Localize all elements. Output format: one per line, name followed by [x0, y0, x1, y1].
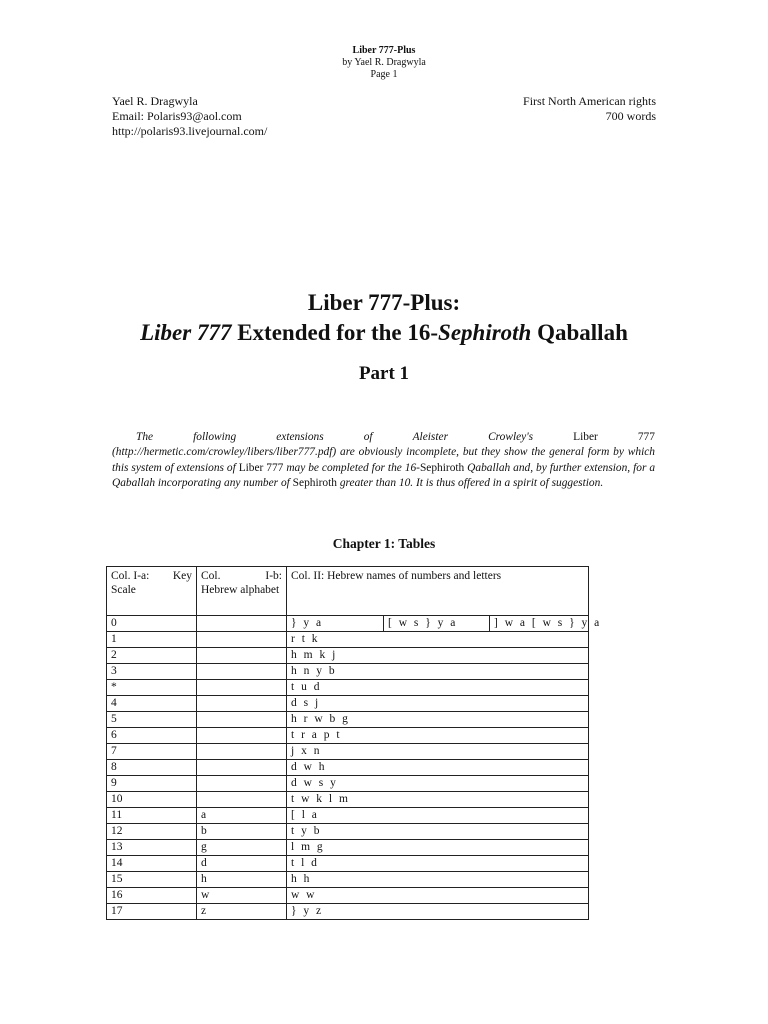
cell-hebrew	[197, 760, 287, 776]
cell-key: 13	[107, 840, 197, 856]
intro-word: The	[136, 431, 154, 443]
cell-key: 9	[107, 776, 197, 792]
cell-name: d w h	[287, 760, 589, 776]
intro-sephiroth: Sephiroth	[419, 461, 465, 474]
cell-hebrew	[197, 680, 287, 696]
intro-word: Liber	[573, 431, 598, 443]
cell-name: l m g	[287, 840, 589, 856]
cell-hebrew: z	[197, 904, 287, 920]
header-text: Col. I-a:	[111, 570, 150, 582]
cell-name: h m k j	[287, 648, 589, 664]
cell-key: 11	[107, 808, 197, 824]
header-text: Scale	[111, 584, 136, 596]
intro-word: extensions	[276, 431, 324, 443]
cell-hebrew	[197, 792, 287, 808]
cell-name: w w	[287, 888, 589, 904]
col-header-hebrew-alphabet	[197, 567, 287, 616]
table-row	[107, 680, 589, 696]
header-byline: by Yael R. Dragwyla	[342, 57, 426, 68]
author-name: Yael R. Dragwyla	[112, 94, 198, 108]
cell-key: 4	[107, 696, 197, 712]
table-row	[107, 728, 589, 744]
header-text: I-b:	[265, 570, 282, 582]
author-email: Email: Polaris93@aol.com	[112, 109, 242, 123]
cell-key: 14	[107, 856, 197, 872]
key-scale-table	[106, 566, 602, 920]
cell-hebrew	[197, 664, 287, 680]
intro-first-line	[112, 430, 655, 445]
header-text: Col.	[201, 570, 221, 582]
table-row	[107, 872, 589, 888]
header-text: Hebrew alphabet	[201, 584, 280, 596]
intro-word: of	[363, 431, 373, 443]
author-block	[112, 94, 267, 139]
col-header-hebrew-line	[201, 569, 282, 583]
cell-key: 16	[107, 888, 197, 904]
cell-key: 3	[107, 664, 197, 680]
intro-word: Aleister	[412, 431, 449, 443]
header-title: Liber 777-Plus	[352, 45, 416, 56]
part-heading: Part 1	[358, 363, 410, 384]
cell-name: h n y b	[287, 664, 589, 680]
intro-liber-ref: Liber 777	[238, 461, 284, 474]
cell-key: 2	[107, 648, 197, 664]
cell-name: d s j	[287, 696, 589, 712]
cell-key: 10	[107, 792, 197, 808]
table-row	[107, 712, 589, 728]
cell-key: 1	[107, 632, 197, 648]
header-page-number: Page 1	[370, 69, 398, 80]
intro-text: greater than 10. It is thus offered in a spirit of suggestion.	[336, 476, 604, 489]
table-row	[107, 888, 589, 904]
table-row	[107, 904, 589, 920]
title-text: Extended for the 16-	[231, 320, 439, 345]
title-text-end: Qaballah	[531, 320, 628, 345]
cell-hebrew: b	[197, 824, 287, 840]
cell-name: d w s y	[287, 776, 589, 792]
cell-name: t u d	[287, 680, 589, 696]
cell-hebrew	[197, 648, 287, 664]
cell-key: 5	[107, 712, 197, 728]
table-row	[107, 760, 589, 776]
word-count: 700 words	[605, 109, 656, 123]
cell-hebrew	[197, 632, 287, 648]
intro-sephiroth: Sephiroth	[292, 476, 337, 489]
cell-hebrew	[197, 696, 287, 712]
table-row	[107, 856, 589, 872]
cell-key: 15	[107, 872, 197, 888]
table-row	[107, 696, 589, 712]
cell-name: } y z	[287, 904, 589, 920]
table-row	[107, 664, 589, 680]
cell-name: r t k	[287, 632, 589, 648]
col-header-key-scale	[107, 567, 197, 616]
cell-name: [ l a	[287, 808, 589, 824]
cell-hebrew	[197, 728, 287, 744]
cell-key: *	[107, 680, 197, 696]
cell-hebrew: d	[197, 856, 287, 872]
intro-text: may be completed for the 16-	[283, 461, 420, 474]
table-header-row	[107, 567, 589, 616]
cell-hebrew	[197, 712, 287, 728]
title-sephiroth-italic: Sephiroth	[438, 320, 532, 345]
cell-hebrew: a	[197, 808, 287, 824]
cell-key: 8	[107, 760, 197, 776]
cell-key: 12	[107, 824, 197, 840]
cell-name: t y b	[287, 824, 589, 840]
cell-key: 17	[107, 904, 197, 920]
cell-name-extra: ] w a [ w s } y a	[490, 616, 589, 632]
rights-line: First North American rights	[523, 94, 656, 108]
title-liber-italic: Liber 777	[140, 320, 232, 345]
cell-name: t w k l m	[287, 792, 589, 808]
author-website: http://polaris93.livejournal.com/	[112, 124, 268, 138]
cell-name: t l d	[287, 856, 589, 872]
title-line-2	[0, 318, 768, 348]
page-title	[0, 288, 768, 348]
table-row	[107, 808, 589, 824]
intro-word: following	[193, 431, 237, 443]
cell-hebrew	[197, 744, 287, 760]
table-row	[107, 776, 589, 792]
table-row	[107, 792, 589, 808]
cell-hebrew: w	[197, 888, 287, 904]
intro-body	[112, 445, 655, 491]
cell-name: t r a p t	[287, 728, 589, 744]
intro-paragraph	[112, 430, 655, 491]
cell-name: } y a	[287, 616, 384, 632]
col-header-key-scale-line	[111, 569, 192, 583]
cell-key: 6	[107, 728, 197, 744]
intro-word: 777	[637, 431, 655, 443]
cell-name: h h	[287, 872, 589, 888]
cell-name-extra: [ w s } y a	[384, 616, 490, 632]
header-text: Key	[172, 570, 192, 582]
cell-name: j x n	[287, 744, 589, 760]
cell-hebrew	[197, 616, 287, 632]
table-row	[107, 824, 589, 840]
cell-key: 0	[107, 616, 197, 632]
chapter-heading: Chapter 1: Tables	[332, 536, 436, 551]
intro-text: (http://hermetic.com/crowley/libers/liber777.pdf) are obviously incomplete, but they show the general form by which this system of extensions of	[112, 446, 655, 474]
table-row	[107, 648, 589, 664]
table-row	[107, 744, 589, 760]
rights-block	[523, 94, 656, 124]
intro-text: Qaballah and, by further extension, for a Qaballah incorporating any number of	[112, 461, 656, 489]
running-header	[0, 45, 768, 81]
cell-hebrew: h	[197, 872, 287, 888]
cell-name: h r w b g	[287, 712, 589, 728]
cell-hebrew: g	[197, 840, 287, 856]
table-row	[107, 840, 589, 856]
table-row	[107, 616, 589, 632]
cell-key: 7	[107, 744, 197, 760]
table-row	[107, 632, 589, 648]
title-line-1: Liber 777-Plus:	[307, 290, 461, 315]
cell-hebrew	[197, 776, 287, 792]
intro-word: Crowley's	[488, 431, 534, 443]
col-header-hebrew-names: Col. II: Hebrew names of numbers and letters	[287, 567, 589, 616]
